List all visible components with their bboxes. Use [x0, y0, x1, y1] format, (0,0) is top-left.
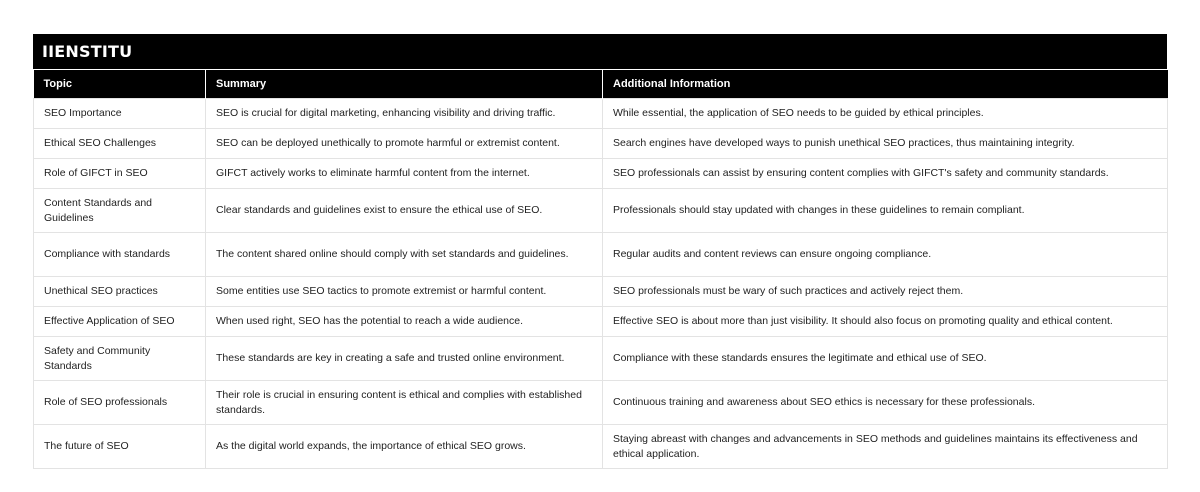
- cell-topic: Compliance with standards: [34, 233, 206, 277]
- cell-summary: As the digital world expands, the importance of ethical SEO grows.: [206, 425, 603, 469]
- cell-summary: Some entities use SEO tactics to promote extremist or harmful content.: [206, 277, 603, 307]
- cell-info: Staying abreast with changes and advancements in SEO methods and guidelines maintains its effectiveness and ethical application.: [603, 425, 1168, 469]
- cell-info: While essential, the application of SEO needs to be guided by ethical principles.: [603, 99, 1168, 129]
- table-row: [34, 159, 1168, 189]
- table-header-row: [34, 70, 1168, 99]
- table-row: [34, 381, 1168, 425]
- cell-topic: Role of SEO professionals: [34, 381, 206, 425]
- header-additional-information: Additional Information: [603, 70, 1168, 99]
- seo-table: [33, 69, 1168, 469]
- cell-topic: The future of SEO: [34, 425, 206, 469]
- cell-info: SEO professionals can assist by ensuring content complies with GIFCT's safety and community standards.: [603, 159, 1168, 189]
- cell-info: Compliance with these standards ensures the legitimate and ethical use of SEO.: [603, 337, 1168, 381]
- cell-topic: Content Standards and Guidelines: [34, 189, 206, 233]
- table-row: [34, 307, 1168, 337]
- cell-info: Regular audits and content reviews can ensure ongoing compliance.: [603, 233, 1168, 277]
- table-row: [34, 337, 1168, 381]
- cell-info: Continuous training and awareness about SEO ethics is necessary for these professionals.: [603, 381, 1168, 425]
- cell-topic: Safety and Community Standards: [34, 337, 206, 381]
- cell-summary: The content shared online should comply with set standards and guidelines.: [206, 233, 603, 277]
- cell-summary: Clear standards and guidelines exist to ensure the ethical use of SEO.: [206, 189, 603, 233]
- table-row: [34, 129, 1168, 159]
- cell-topic: Unethical SEO practices: [34, 277, 206, 307]
- cell-info: Search engines have developed ways to punish unethical SEO practices, thus maintaining integrity.: [603, 129, 1168, 159]
- cell-summary: These standards are key in creating a safe and trusted online environment.: [206, 337, 603, 381]
- header-topic: Topic: [34, 70, 206, 99]
- table-row: [34, 277, 1168, 307]
- cell-topic: Role of GIFCT in SEO: [34, 159, 206, 189]
- cell-summary: SEO can be deployed unethically to promote harmful or extremist content.: [206, 129, 603, 159]
- table-row: [34, 425, 1168, 469]
- cell-summary: SEO is crucial for digital marketing, enhancing visibility and driving traffic.: [206, 99, 603, 129]
- header-summary: Summary: [206, 70, 603, 99]
- table-row: [34, 189, 1168, 233]
- brand-title: IIENSTITU: [33, 34, 1167, 69]
- cell-info: Professionals should stay updated with changes in these guidelines to remain compliant.: [603, 189, 1168, 233]
- cell-summary: Their role is crucial in ensuring content is ethical and complies with established standards.: [206, 381, 603, 425]
- table-row: [34, 99, 1168, 129]
- cell-topic: SEO Importance: [34, 99, 206, 129]
- content-table-container: [33, 34, 1167, 469]
- cell-topic: Effective Application of SEO: [34, 307, 206, 337]
- cell-summary: When used right, SEO has the potential to reach a wide audience.: [206, 307, 603, 337]
- cell-summary: GIFCT actively works to eliminate harmful content from the internet.: [206, 159, 603, 189]
- cell-info: Effective SEO is about more than just visibility. It should also focus on promoting quality and ethical content.: [603, 307, 1168, 337]
- table-row: [34, 233, 1168, 277]
- cell-topic: Ethical SEO Challenges: [34, 129, 206, 159]
- cell-info: SEO professionals must be wary of such practices and actively reject them.: [603, 277, 1168, 307]
